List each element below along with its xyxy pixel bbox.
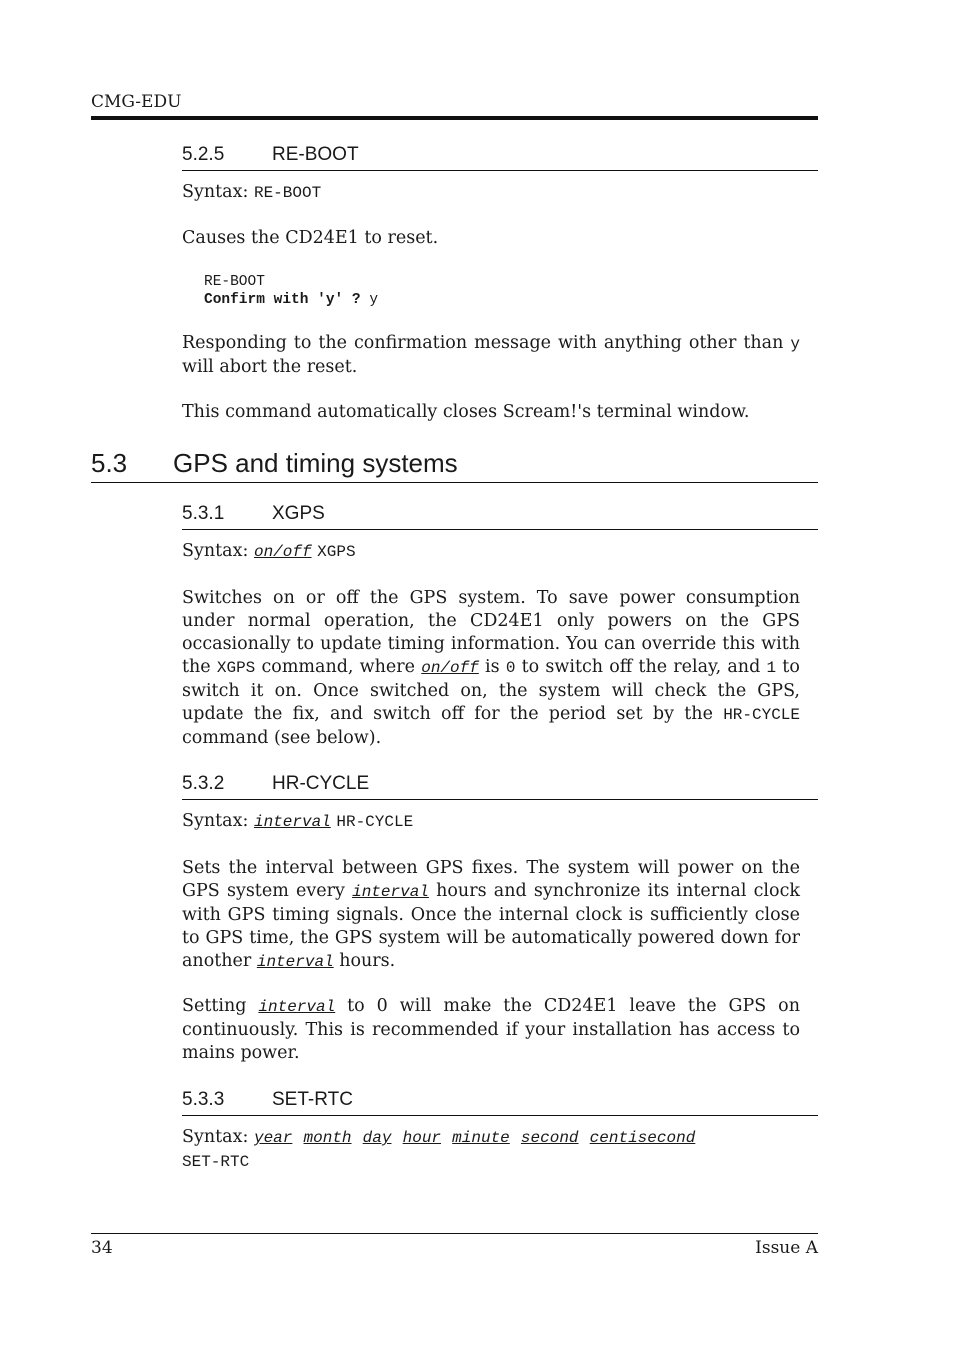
syntax-argument: second (520, 1129, 579, 1147)
paragraph: Causes the CD24E1 to reset. (182, 228, 439, 248)
syntax-argument: year (253, 1129, 293, 1147)
syntax-argument: interval (253, 813, 331, 831)
text-run: to 0 will make the CD24E1 leave the GPS on continuously. This is recommended if your installation has access to mains power. (182, 996, 800, 1063)
text-run: Switches on or off the GPS system. To save power consumption under normal operation, the CD24E1 only powers on the GPS occasionally to update timing information. You can override this with the (182, 588, 800, 677)
section-heading-5-3-2 (182, 771, 818, 800)
text-run: is (485, 657, 500, 677)
inline-code: 1 (766, 659, 777, 677)
syntax-command: HR-CYCLE (336, 813, 414, 831)
paragraph (182, 587, 800, 750)
section-title: GPS and timing systems (173, 448, 458, 478)
syntax-line-reboot (182, 181, 800, 205)
syntax-line-hr-cycle (182, 810, 800, 834)
syntax-label: Syntax: (182, 541, 249, 561)
paragraph (182, 332, 800, 379)
section-number: 5.2.5 (182, 144, 225, 165)
section-heading-5-3-3 (182, 1087, 818, 1116)
inline-argument: interval (352, 883, 429, 901)
syntax-argument: centisecond (589, 1129, 696, 1147)
text-run: command, where (261, 657, 416, 677)
section-heading-5-3-1 (182, 501, 818, 530)
section-title: HR-CYCLE (272, 773, 370, 794)
syntax-command: SET-RTC (182, 1153, 250, 1171)
syntax-label: Syntax: (182, 182, 249, 202)
section-heading-5-3 (91, 448, 818, 483)
section-number: 5.3 (91, 448, 128, 478)
footer-rule (91, 1233, 818, 1234)
syntax-line-xgps (182, 540, 800, 564)
text-run: Responding to the confirmation message with anything other than (182, 333, 784, 353)
text-run: Setting (182, 996, 247, 1016)
section-heading-5-2-5 (182, 142, 818, 171)
syntax-argument: on/off (253, 543, 312, 561)
text-run: Sets the interval between GPS fixes. The system will power on the GPS system every (182, 858, 800, 901)
section-number: 5.3.3 (182, 1089, 225, 1110)
syntax-argument: hour (402, 1129, 442, 1147)
inline-argument: interval (256, 953, 334, 971)
text-run: hours. (339, 951, 396, 971)
syntax-command: XGPS (317, 543, 356, 561)
syntax-argument: minute (452, 1129, 510, 1147)
text-run: to switch it on. Once switched on, the system will check the GPS, update the fix, and switch off for the period set by the (182, 657, 800, 724)
code-example (204, 273, 378, 309)
header-rule (91, 116, 818, 120)
syntax-argument: day (362, 1129, 392, 1147)
text-run: hours and synchronize its internal clock with GPS timing signals. Once the internal clock is sufficiently close to GPS time, the GPS system will be automatically powered down for another (182, 881, 800, 971)
syntax-label: Syntax: (182, 811, 249, 831)
issue-label: Issue A (755, 1238, 818, 1258)
page-number: 34 (91, 1238, 113, 1258)
section-number: 5.3.1 (182, 503, 225, 524)
section-title: SET-RTC (272, 1089, 353, 1110)
syntax-command: RE-BOOT (253, 184, 322, 202)
paragraph (182, 857, 800, 974)
paragraph: This command automatically closes Scream!'s terminal window. (182, 402, 750, 422)
section-number: 5.3.2 (182, 773, 225, 794)
inline-code: 0 (505, 659, 516, 677)
inline-argument: on/off (421, 659, 479, 677)
code-line: RE-BOOT (204, 274, 265, 290)
syntax-argument: month (303, 1129, 352, 1147)
syntax-line-set-rtc (182, 1126, 812, 1174)
section-title: RE-BOOT (272, 144, 359, 165)
inline-code: y (790, 335, 800, 353)
text-run: command (see below). (182, 728, 382, 748)
paragraph (182, 995, 800, 1065)
inline-argument: interval (258, 998, 336, 1016)
code-input: y (369, 292, 379, 308)
section-title: XGPS (272, 503, 325, 524)
inline-code: HR-CYCLE (723, 706, 800, 724)
syntax-label: Syntax: (182, 1127, 249, 1147)
running-header: CMG-EDU (91, 92, 182, 112)
code-prompt: Confirm with 'y' ? (204, 292, 361, 308)
text-run: will abort the reset. (182, 357, 358, 377)
inline-code: XGPS (216, 659, 256, 677)
text-run: to switch off the relay, and (521, 657, 761, 677)
